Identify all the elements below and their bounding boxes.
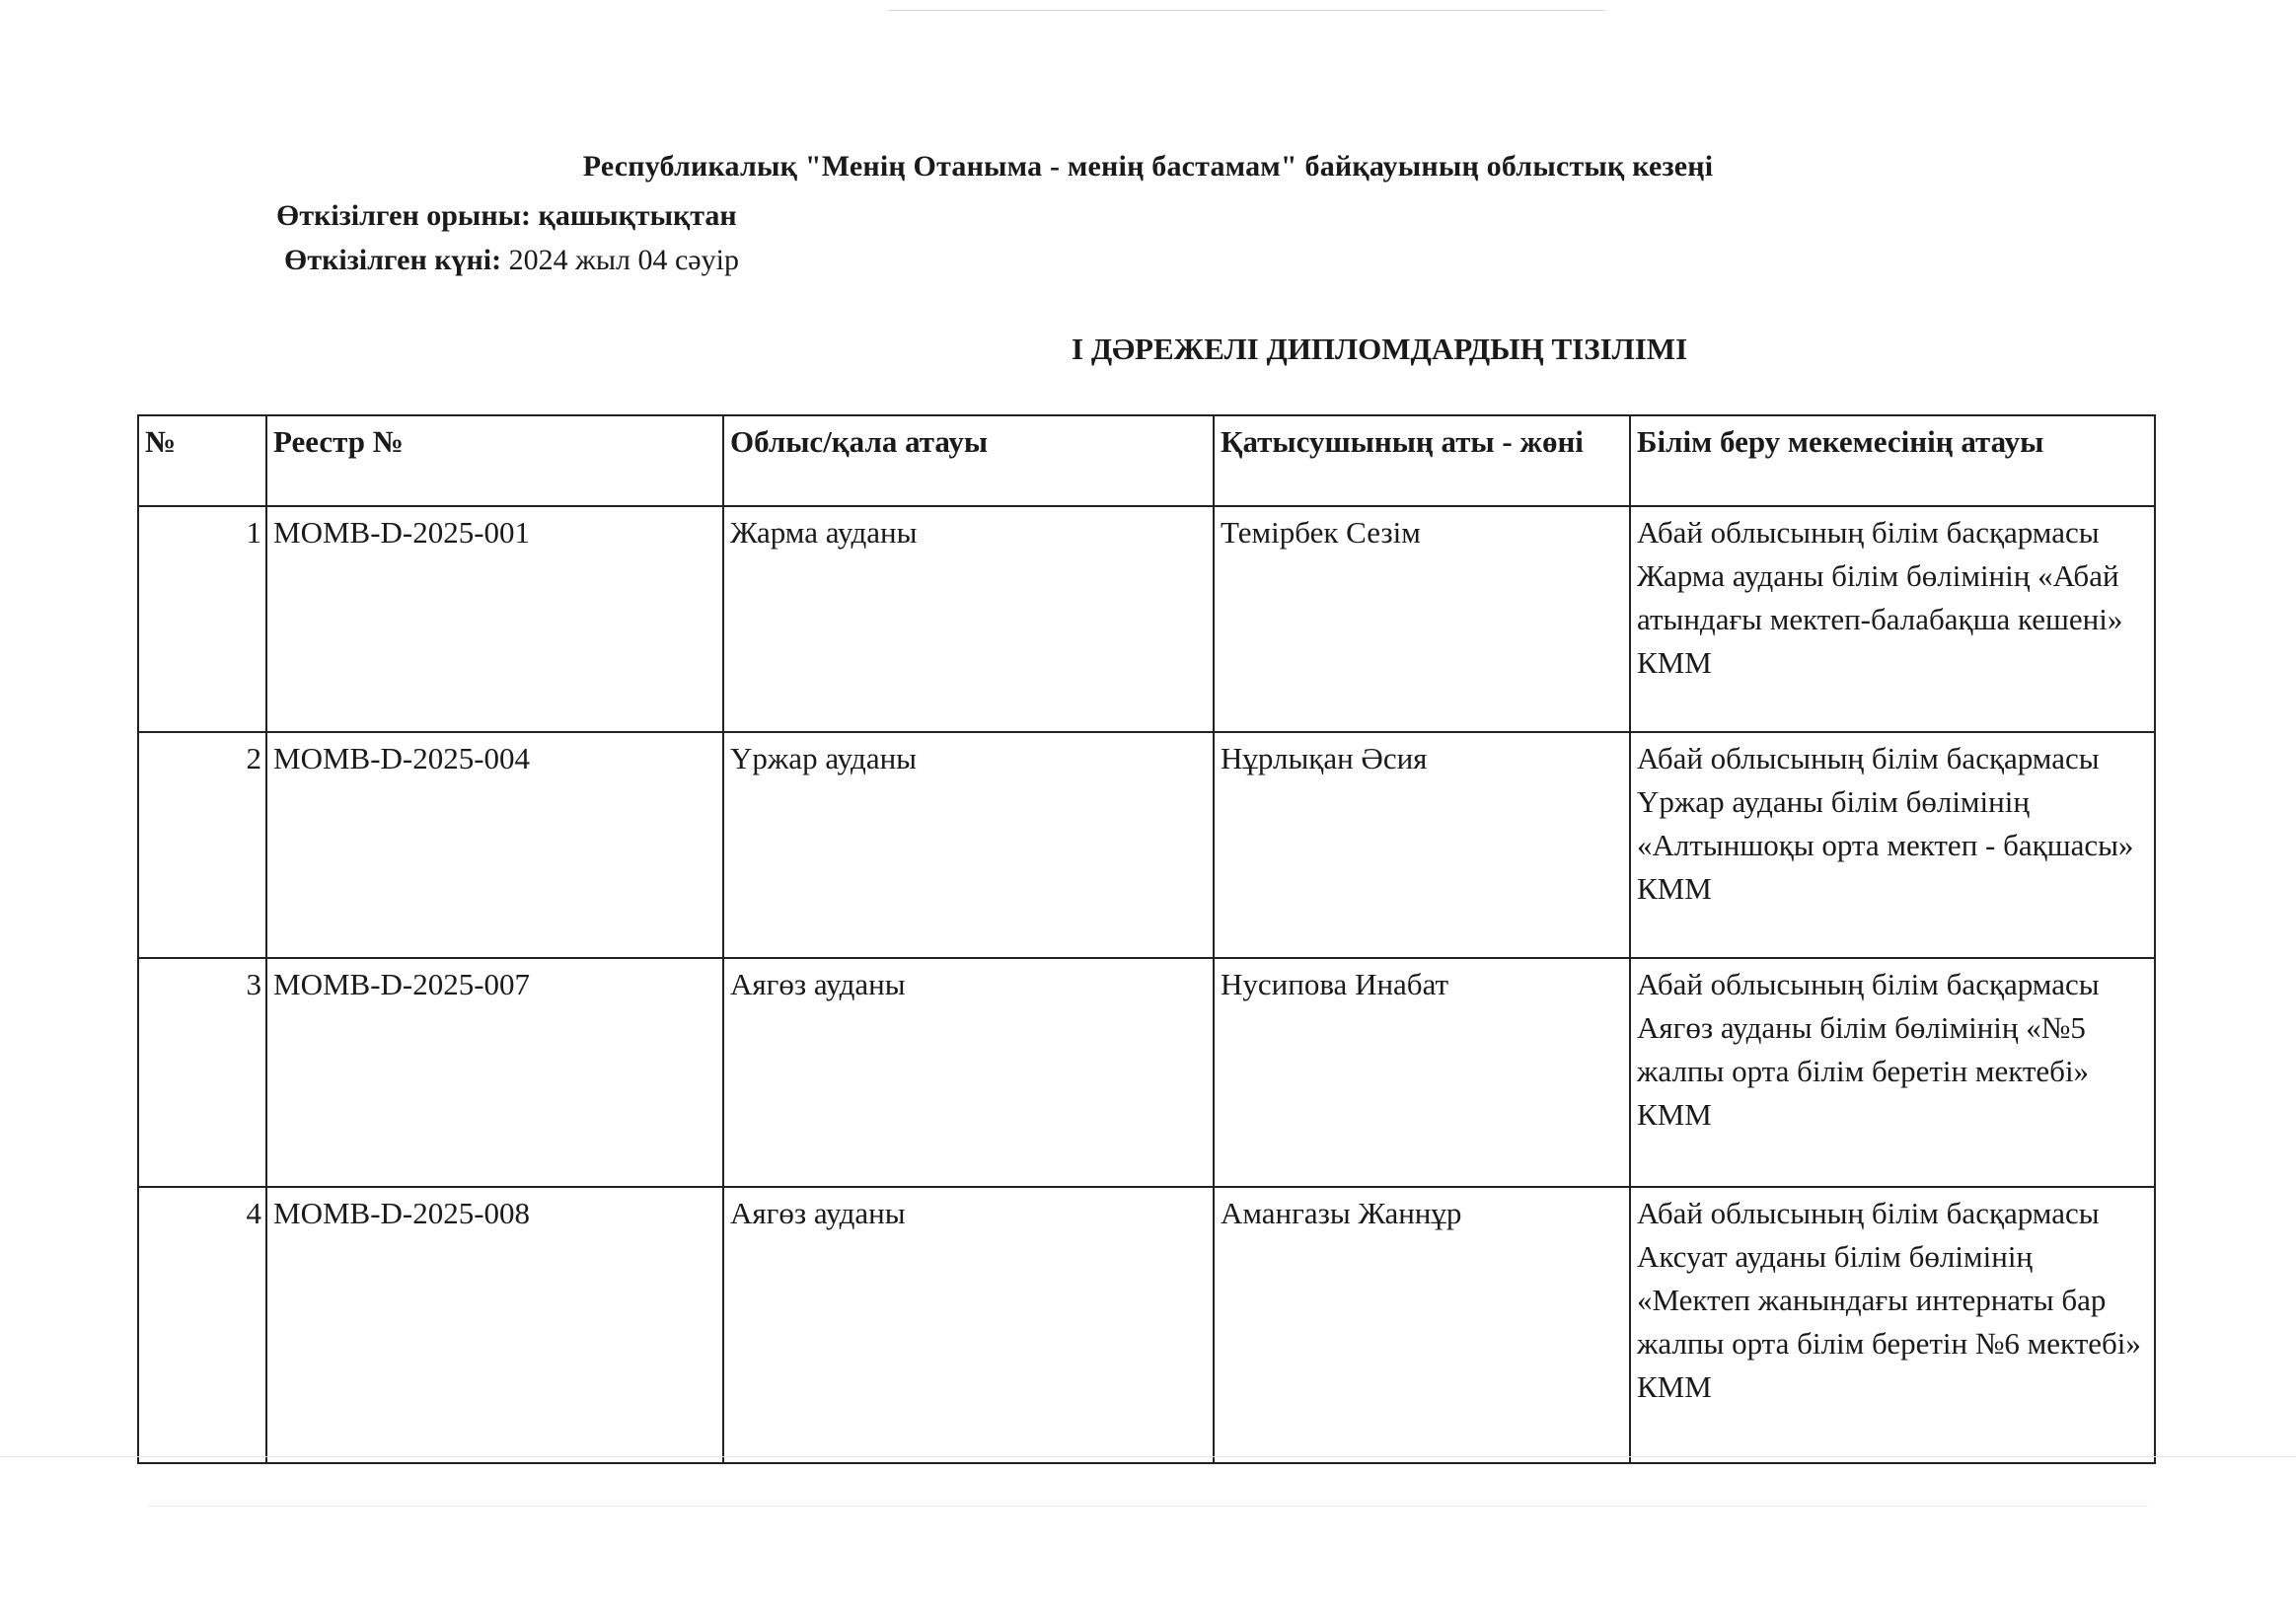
table-row [138, 1187, 2155, 1463]
date-line [284, 244, 739, 277]
registry-number: MOMB-D-2025-008 [266, 1187, 723, 1463]
table-row [138, 506, 2155, 732]
venue-value: қашықтықтан [538, 199, 737, 232]
row-number: 2 [138, 732, 266, 958]
date-value: 2024 жыл 04 сәуір [508, 244, 739, 276]
document-title: Республикалық "Менің Отаныма - менің бастамам" байқауының облыстық кезеңі [582, 150, 1714, 183]
region-name: Жарма ауданы [723, 506, 1214, 732]
column-header-number: № [138, 415, 266, 506]
region-name: Аягөз ауданы [723, 1187, 1214, 1463]
institution-name: Абай облысының білім басқармасы Аксуат ауданы білім бөлімінің «Мектеп жанындағы интернаты бар жалпы орта білім беретін №6 мектебі» КММ [1630, 1187, 2155, 1463]
institution-name: Абай облысының білім басқармасы Үржар ауданы білім бөлімінің «Алтыншоқы орта мектеп - бақшасы» КММ [1630, 732, 2155, 958]
registry-number: MOMB-D-2025-004 [266, 732, 723, 958]
scan-artifact [888, 10, 1605, 11]
table-row [138, 732, 2155, 958]
table-header-row [138, 415, 2155, 506]
scan-artifact [0, 1456, 2296, 1457]
row-number: 1 [138, 506, 266, 732]
participant-name: Темірбек Сезім [1214, 506, 1630, 732]
registry-subtitle: І ДӘРЕЖЕЛІ ДИПЛОМДАРДЫҢ ТІЗІЛІМІ [1072, 332, 1688, 366]
table-row [138, 958, 2155, 1187]
column-header-registry: Реестр № [266, 415, 723, 506]
column-header-institution: Білім беру мекемесінің атауы [1630, 415, 2155, 506]
registry-number: MOMB-D-2025-007 [266, 958, 723, 1187]
column-header-participant: Қатысушының аты - жөні [1214, 415, 1630, 506]
row-number: 4 [138, 1187, 266, 1463]
venue-label: Өткізілген орыны: [276, 199, 532, 232]
institution-name: Абай облысының білім басқармасы Жарма ауданы білім бөлімінің «Абай атындағы мектеп-балабақша кешені» КММ [1630, 506, 2155, 732]
participant-name: Нұрлықан Әсия [1214, 732, 1630, 958]
region-name: Үржар ауданы [723, 732, 1214, 958]
institution-name: Абай облысының білім басқармасы Аягөз ауданы білім бөлімінің «№5 жалпы орта білім беретін мектебі» КММ [1630, 958, 2155, 1187]
registry-number: MOMB-D-2025-001 [266, 506, 723, 732]
row-number: 3 [138, 958, 266, 1187]
diploma-registry-table [137, 414, 2156, 1464]
venue-line [276, 199, 737, 233]
participant-name: Нусипова Инабат [1214, 958, 1630, 1187]
participant-name: Амангазы Жаннұр [1214, 1187, 1630, 1463]
column-header-region: Облыс/қала атауы [723, 415, 1214, 506]
scan-artifact [148, 1506, 2148, 1507]
date-label: Өткізілген күні: [284, 244, 502, 276]
region-name: Аягөз ауданы [723, 958, 1214, 1187]
